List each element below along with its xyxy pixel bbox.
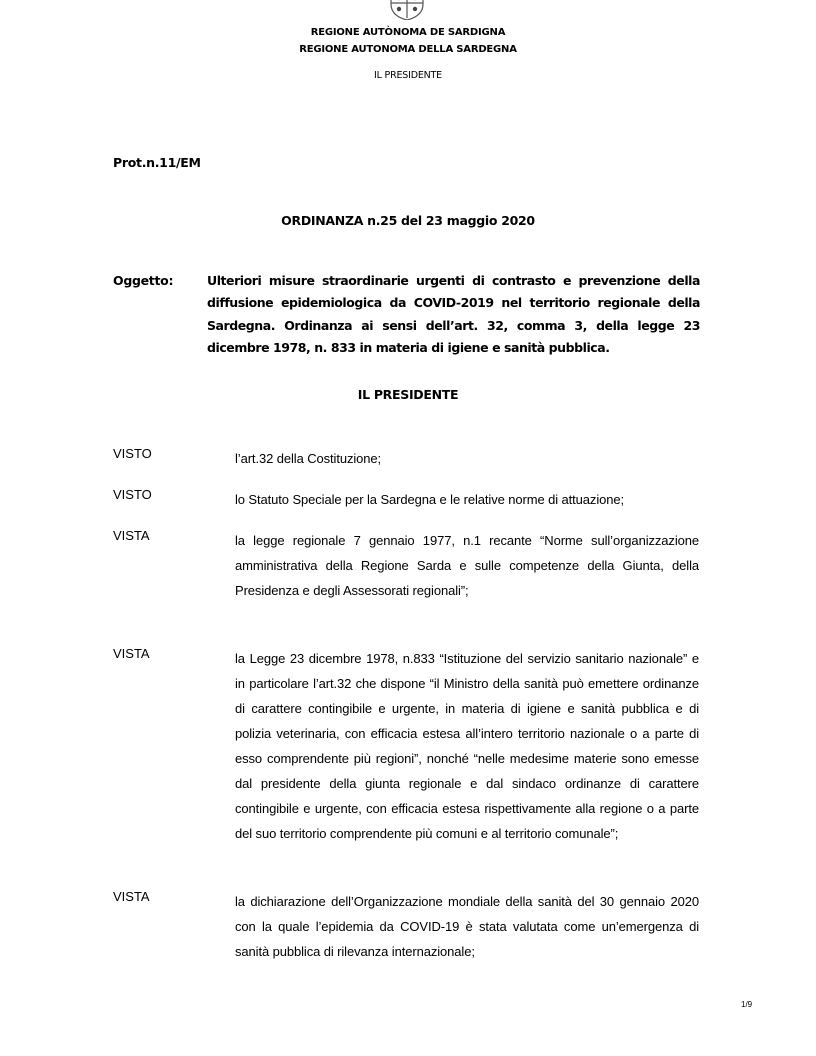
subject-label: Oggetto: bbox=[113, 273, 174, 288]
clause-label: VISTO bbox=[113, 487, 152, 502]
regional-crest-icon bbox=[388, 0, 426, 20]
ordinance-title: ORDINANZA n.25 del 23 maggio 2020 bbox=[281, 213, 535, 228]
clause-label: VISTO bbox=[113, 446, 152, 461]
subject-text: Ulteriori misure straordinarie urgenti di contrasto e prevenzione della diffusione epidemiologica da COVID-2019 nel territorio regionale della Sardegna. Ordinanza ai sensi dell’art. 32, comma 3, della legge 23 dicembre 1978, n. 833 in materia di igiene e sanità pubblica. bbox=[207, 273, 700, 355]
clause-text: lo Statuto Speciale per la Sardegna e le relative norme di attuazione; bbox=[235, 492, 625, 507]
region-name-sardinian: REGIONE AUTÒNOMA DE SARDIGNA bbox=[310, 27, 506, 38]
clause-label: VISTA bbox=[113, 889, 150, 904]
president-heading: IL PRESIDENTE bbox=[357, 387, 459, 402]
office-name: IL PRESIDENTE bbox=[374, 70, 442, 81]
clause-label: VISTA bbox=[113, 646, 150, 661]
clause-text: la Legge 23 dicembre 1978, n.833 “Istituzione del servizio sanitario nazionale” e in particolare l’art.32 che dispone “il Ministro della sanità può emettere ordinanze di carattere contingibile e urgente, in materia di igiene e sanità pubblica e di polizia veterinaria, con efficacia estesa all’intero territorio nazionale o a parte di esso comprendente più regioni”, nonché “nelle medesime materie sono emesse dal presidente della giunta regionale e dal sindaco ordinanze di carattere contingibile e urgente, con efficacia estesa rispettivamente alla regione o a parte del suo territorio comprendente più comuni e al territorio comunale”; bbox=[235, 651, 699, 841]
clause-label: VISTA bbox=[113, 528, 150, 543]
page-number: 1/9 bbox=[741, 1000, 753, 1009]
clause-text: l’art.32 della Costituzione; bbox=[235, 451, 382, 466]
protocol-number: Prot.n.11/EM bbox=[113, 155, 201, 170]
clause-text: la dichiarazione dell’Organizzazione mondiale della sanità del 30 gennaio 2020 con la quale l’epidemia da COVID-19 è stata valutata come un’emergenza di sanità pubblica di rilevanza internazionale; bbox=[235, 894, 699, 959]
region-name-italian: REGIONE AUTONOMA DELLA SARDEGNA bbox=[299, 44, 517, 55]
clause-text: la legge regionale 7 gennaio 1977, n.1 recante “Norme sull’organizzazione amministrativa della Regione Sarda e sulle competenze della Giunta, della Presidenza e degli Assessorati regionali”; bbox=[235, 533, 699, 598]
